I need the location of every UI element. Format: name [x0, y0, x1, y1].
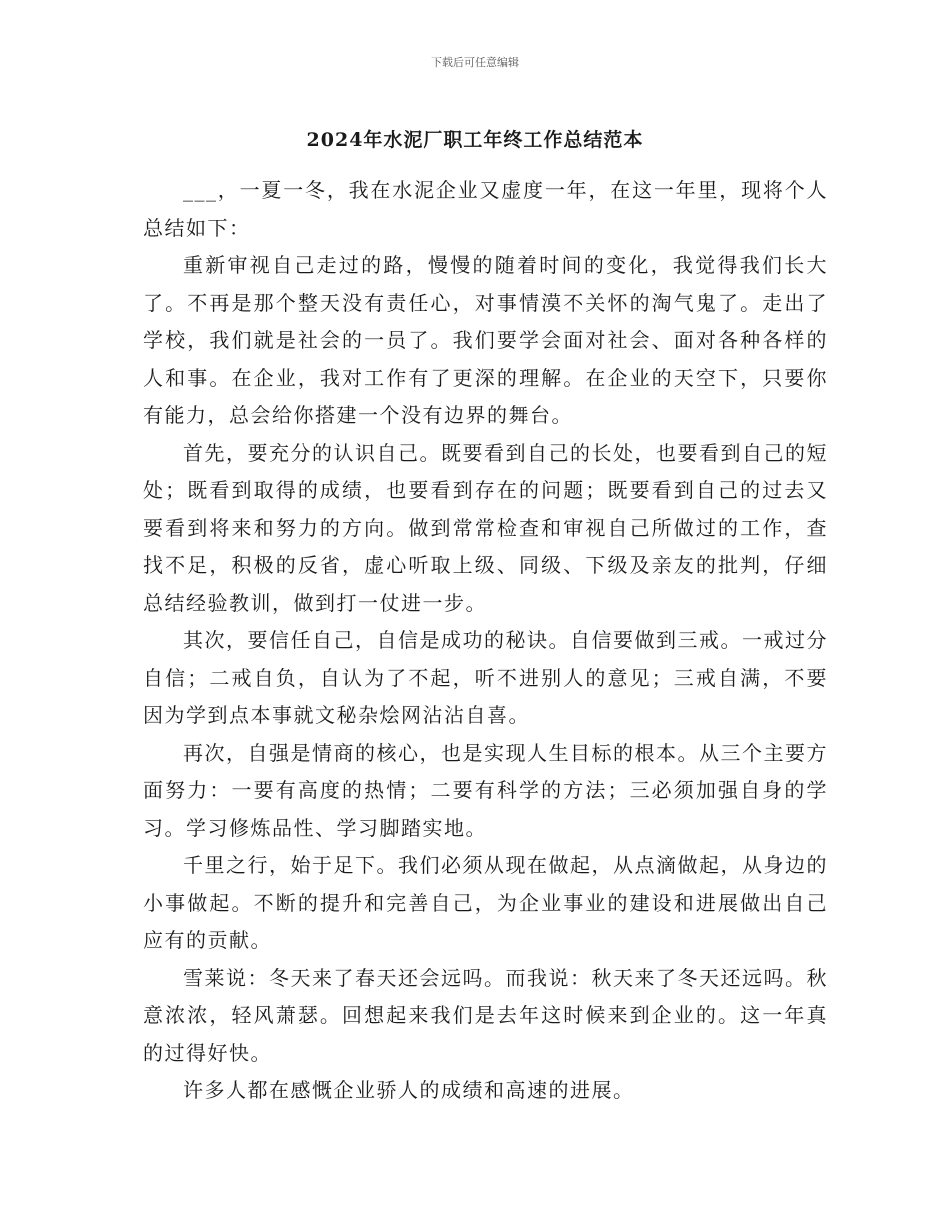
- paragraph-second: 其次，要信任自己，自信是成功的秘诀。自信要做到三戒。一戒过分自信；二戒自负，自认为了不起，听不进别人的意见；三戒自满，不要因为学到点本事就文秘杂烩网沾沾自喜。: [143, 628, 828, 727]
- paragraph-reflection: 重新审视自己走过的路，慢慢的随着时间的变化，我觉得我们长大了。不再是那个整天没有责任心，对事情漠不关怀的淘气鬼了。走出了学校，我们就是社会的一员了。我们要学会面对社会、面对各种各样的人和事。在企业，我对工作有了更深的理解。在企业的天空下，只要你有能力，总会给你搭建一个没有边界的舞台。: [143, 253, 828, 427]
- document-body: [143, 172, 828, 1110]
- header-note: 下载后可任意编辑: [431, 56, 519, 69]
- paragraph-third: 再次，自强是情商的核心，也是实现人生目标的根本。从三个主要方面努力：一要有高度的热情；二要有科学的方法；三必须加强自身的学习。学习修炼品性、学习脚踏实地。: [143, 740, 828, 840]
- paragraph-first: 首先，要充分的认识自己。既要看到自己的长处，也要看到自己的短处；既看到取得的成绩，也要看到存在的问题；既要看到自己的过去又要看到将来和努力的方向。做到常常检查和审视自己所做过的工作，查找不足，积极的反省，虚心听取上级、同级、下级及亲友的批判，仔细总结经验教训，做到打一仗进一步。: [143, 440, 828, 615]
- paragraph-shelley: 雪莱说：冬天来了春天还会远吗。而我说：秋天来了冬天还远吗。秋意浓浓，轻风萧瑟。回想起来我们是去年这时候来到企业的。这一年真的过得好快。: [143, 965, 828, 1065]
- document-title: 2024年水泥厂职工年终工作总结范本: [306, 129, 644, 151]
- paragraph-closing: 许多人都在感慨企业骄人的成绩和高速的进展。: [183, 1078, 635, 1102]
- paragraph-action: 千里之行，始于足下。我们必须从现在做起，从点滴做起，从身边的小事做起。不断的提升和完善自己，为企业事业的建设和进展做出自己应有的贡献。: [143, 853, 828, 952]
- paragraph-intro: ___，一夏一冬，我在水泥企业又虚度一年，在这一年里，现将个人总结如下：: [143, 178, 828, 240]
